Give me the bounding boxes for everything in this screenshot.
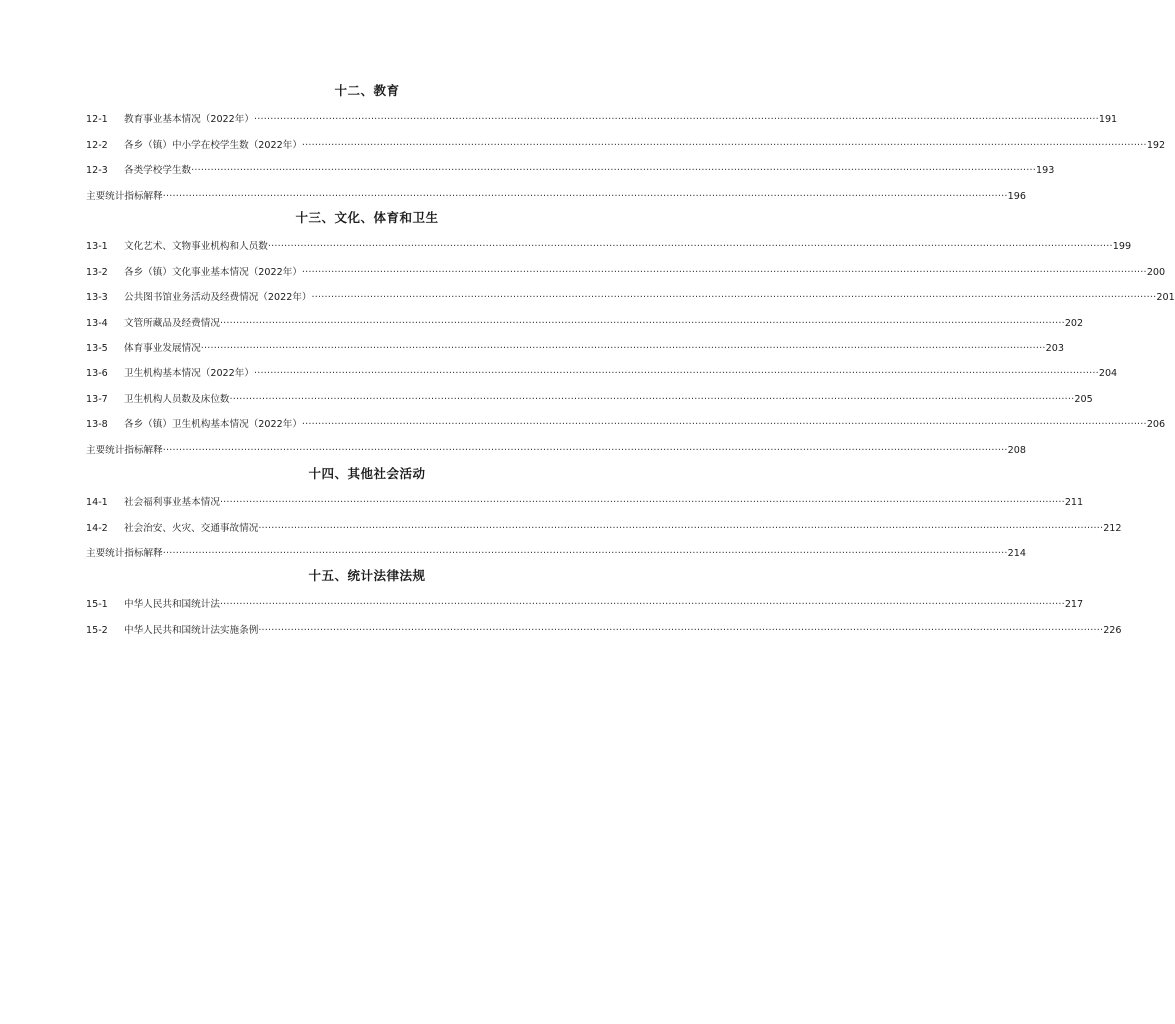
entry-page: 203: [1045, 342, 1064, 354]
toc-entry[interactable]: [86, 153, 1055, 178]
entry-title: 文管所藏品及经费情况: [124, 317, 220, 329]
entry-title: 各乡（镇）中小学在校学生数（2022年）: [124, 139, 302, 151]
entry-page: 204: [1098, 368, 1118, 380]
entry-number: 13-6: [86, 368, 108, 380]
dot-leader: ····································································································································································································································································: [301, 266, 1147, 278]
toc-entry[interactable]: [86, 356, 1118, 381]
entry-number: 15-2: [86, 624, 108, 636]
section-heading: 十五、统计法律法规: [308, 568, 426, 583]
entry-title: 体育事业发展情况: [124, 342, 201, 354]
entry-number: 12-2: [86, 139, 108, 151]
toc-entry[interactable]: [86, 432, 1026, 457]
entry-number: 13-1: [86, 241, 108, 253]
toc-entry[interactable]: [86, 612, 1122, 637]
toc-section-statistics-law: [86, 565, 1122, 638]
entry-number: 13-8: [86, 419, 108, 431]
entry-title: 中华人民共和国统计法: [124, 599, 220, 611]
section-heading: 十三、文化、体育和卫生: [295, 210, 439, 225]
dot-leader: ····································································································································································································································································: [219, 599, 1065, 611]
entry-page: 192: [1146, 139, 1166, 151]
entry-page: 226: [1103, 624, 1122, 636]
toc-entry[interactable]: [86, 536, 1026, 561]
toc-entry[interactable]: [86, 331, 1064, 356]
entry-number: 13-7: [86, 393, 108, 405]
section-heading: 十二、教育: [334, 83, 400, 98]
entry-number: 12-3: [86, 165, 108, 177]
entry-number: 13-3: [86, 292, 108, 304]
entry-page: 206: [1146, 419, 1166, 431]
toc-entry[interactable]: [86, 485, 1084, 510]
entry-number: 13-5: [86, 342, 108, 354]
dot-leader: ····································································································································································································································································: [200, 342, 1046, 354]
dot-leader: ····································································································································································································································································: [301, 139, 1147, 151]
toc-entry[interactable]: [86, 178, 1026, 203]
toc-entry[interactable]: [86, 407, 1166, 432]
section-heading: 十四、其他社会活动: [308, 466, 426, 481]
entry-page: 199: [1112, 241, 1132, 253]
dot-leader: ····································································································································································································································································: [162, 444, 1008, 456]
entry-title: 社会治安、火灾、交通事故情况: [124, 522, 259, 534]
toc-entry[interactable]: [86, 102, 1118, 127]
entry-page: 191: [1098, 114, 1118, 126]
entry-page: 211: [1064, 497, 1084, 509]
dot-leader: ····································································································································································································································································: [258, 522, 1104, 534]
entry-title: 主要统计指标解释: [86, 548, 163, 560]
entry-title: 各乡（镇）文化事业基本情况（2022年）: [124, 266, 302, 278]
dot-leader: ····································································································································································································································································: [258, 624, 1104, 636]
entry-page: 212: [1103, 522, 1122, 534]
toc-section-social-activities: [86, 463, 1122, 561]
toc-entry[interactable]: [86, 229, 1132, 254]
dot-leader: ····································································································································································································································································: [253, 114, 1099, 126]
entry-title: 主要统计指标解释: [86, 444, 163, 456]
entry-title: 各乡（镇）卫生机构基本情况（2022年）: [124, 419, 302, 431]
entry-title: 主要统计指标解释: [86, 190, 163, 202]
dot-leader: ····································································································································································································································································: [311, 292, 1157, 304]
entry-page: 196: [1007, 190, 1026, 202]
entry-page: 217: [1064, 599, 1084, 611]
entry-title: 社会福利事业基本情况: [124, 497, 220, 509]
entry-number: 14-2: [86, 522, 108, 534]
dot-leader: ····································································································································································································································································: [229, 393, 1075, 405]
entry-page: 205: [1074, 393, 1093, 405]
entry-title: 教育事业基本情况（2022年）: [124, 114, 254, 126]
toc-entry[interactable]: [86, 510, 1122, 535]
entry-title: 文化艺术、文物事业机构和人员数: [124, 241, 268, 253]
toc-entry[interactable]: [86, 305, 1084, 330]
entry-title: 中华人民共和国统计法实施条例: [124, 624, 259, 636]
dot-leader: ····································································································································································································································································: [267, 241, 1113, 253]
entry-title: 公共图书馆业务活动及经费情况（2022年）: [124, 292, 312, 304]
toc-entry[interactable]: [86, 280, 1175, 305]
dot-leader: ····································································································································································································································································: [301, 419, 1147, 431]
entry-number: 13-2: [86, 266, 108, 278]
entry-page: 200: [1146, 266, 1166, 278]
toc-entry[interactable]: [86, 127, 1166, 152]
dot-leader: ····································································································································································································································································: [219, 497, 1065, 509]
entry-number: 12-1: [86, 114, 108, 126]
dot-leader: ····································································································································································································································································: [191, 165, 1037, 177]
toc-entry[interactable]: [86, 254, 1166, 279]
dot-leader: ····································································································································································································································································: [219, 317, 1065, 329]
entry-page: 214: [1007, 548, 1026, 560]
dot-leader: ····································································································································································································································································: [162, 548, 1008, 560]
toc-entry[interactable]: [86, 587, 1084, 612]
entry-page: 202: [1064, 317, 1084, 329]
toc-section-culture-sports-health: [86, 207, 1175, 458]
entry-page: 208: [1007, 444, 1026, 456]
entry-title: 卫生机构人员数及床位数: [124, 393, 230, 405]
entry-page: 201: [1156, 292, 1175, 304]
toc-section-education: [86, 80, 1166, 204]
dot-leader: ····································································································································································································································································: [253, 368, 1099, 380]
entry-number: 14-1: [86, 497, 108, 509]
entry-number: 13-4: [86, 317, 108, 329]
entry-title: 各类学校学生数: [124, 165, 192, 177]
toc-entry[interactable]: [86, 381, 1093, 406]
entry-page: 193: [1036, 165, 1055, 177]
dot-leader: ····································································································································································································································································: [162, 190, 1008, 202]
entry-title: 卫生机构基本情况（2022年）: [124, 368, 254, 380]
entry-number: 15-1: [86, 599, 108, 611]
